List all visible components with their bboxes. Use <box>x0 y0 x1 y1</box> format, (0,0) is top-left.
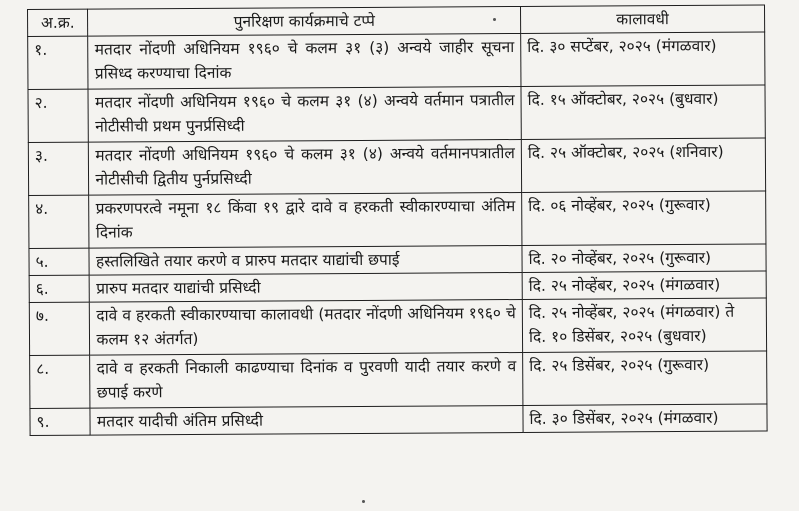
scan-speck <box>493 18 496 21</box>
row-stage: मतदार नोंदणी अधिनियम १९६० चे कलम ३१ (४) अन्वये वर्तमानपत्रातील नोटीसीची द्वितीय पुर्नप्रसिध्दी <box>89 139 522 195</box>
table-row <box>29 191 766 249</box>
row-serial: ३. <box>28 142 89 195</box>
scan-speck <box>362 500 365 503</box>
period-line: दि. १० डिसेंबर, २०२५ (बुधवार) <box>528 326 707 346</box>
row-period <box>521 138 765 192</box>
revision-schedule-table <box>27 4 768 436</box>
period-line: दि. २५ नोव्हेंबर, २०२५ (मंगळवार) <box>528 275 721 295</box>
period-line: दि. २५ नोव्हेंबर, २०२५ (मंगळवार) ते <box>528 302 735 322</box>
period-line: दि. ३० डिसेंबर, २०२५ (मंगळवार) <box>529 408 719 428</box>
row-period <box>523 404 767 432</box>
row-period <box>522 298 766 352</box>
row-stage: हस्तलिखिते तयार करणे व प्रारुप मतदार याद्यांची छपाई <box>89 245 522 275</box>
period-line: दि. २० नोव्हेंबर, २०२५ (गुरूवार) <box>528 248 712 268</box>
row-stage: दावे व हरकती निकाली काढण्याचा दिनांक व पुरवणी यादी तयार करणे व छपाई करणे <box>90 352 523 408</box>
row-serial: २. <box>28 89 89 142</box>
period-line: दि. १५ ऑक्टोबर, २०२५ (बुधवार) <box>527 89 719 109</box>
row-stage: दावे व हरकती स्वीकारण्याचा कालावधी (मतदार नोंदणी अधिनियम १९६० चे कलम १२ अंतर्गत) <box>90 299 523 355</box>
row-period <box>522 191 766 245</box>
row-period <box>522 271 766 299</box>
row-serial: ६. <box>29 275 90 302</box>
row-serial: ९. <box>30 408 91 435</box>
period-line: दि. ०६ नोव्हेंबर, २०२५ (गुरूवार) <box>528 195 711 215</box>
row-serial: ४. <box>29 195 90 248</box>
table-row <box>28 85 765 143</box>
row-period <box>521 85 765 139</box>
row-stage: प्रारुप मतदार याद्यांची प्रसिध्दी <box>90 272 523 302</box>
row-stage: मतदार नोंदणी अधिनियम १९६० चे कलम ३१ (४) अन्वये वर्तमान पत्रातील नोटीसीची प्रथम पुनर्प्रसिध्दी <box>88 86 521 142</box>
header-serial: अ.क्र. <box>28 9 89 36</box>
row-serial: १. <box>28 36 89 89</box>
table-row <box>30 351 767 409</box>
table-row <box>30 404 767 436</box>
header-period: कालावधी <box>520 5 764 33</box>
row-serial: ७. <box>29 302 90 355</box>
row-stage: मतदार यादीची अंतिम प्रसिध्दी <box>90 405 523 435</box>
row-stage: मतदार नोंदणी अधिनियम १९६० चे कलम ३१ (३) अन्वये जाहीर सूचना प्रसिध्द करण्याचा दिनांक <box>88 33 521 89</box>
row-serial: ५. <box>29 248 90 275</box>
period-line: दि. २५ ऑक्टोबर, २०२५ (शनिवार) <box>527 142 724 162</box>
header-stage: पुनरिक्षण कार्यक्रमाचे टप्पे <box>88 6 521 36</box>
table-row <box>28 138 765 196</box>
row-period <box>523 351 767 405</box>
row-period <box>522 244 766 272</box>
period-line: दि. २५ डिसेंबर, २०२५ (गुरूवार) <box>529 355 710 375</box>
row-serial: ८. <box>30 355 91 408</box>
row-period <box>521 32 765 86</box>
period-line: दि. ३० सप्टेंबर, २०२५ (मंगळवार) <box>527 36 717 56</box>
row-stage: प्रकरणपरत्वे नमूना १८ किंवा १९ द्वारे दावे व हरकती स्वीकारण्याचा अंतिम दिनांक <box>89 192 522 248</box>
table-body <box>28 32 767 435</box>
table-row <box>28 32 765 90</box>
table-row <box>29 298 766 356</box>
